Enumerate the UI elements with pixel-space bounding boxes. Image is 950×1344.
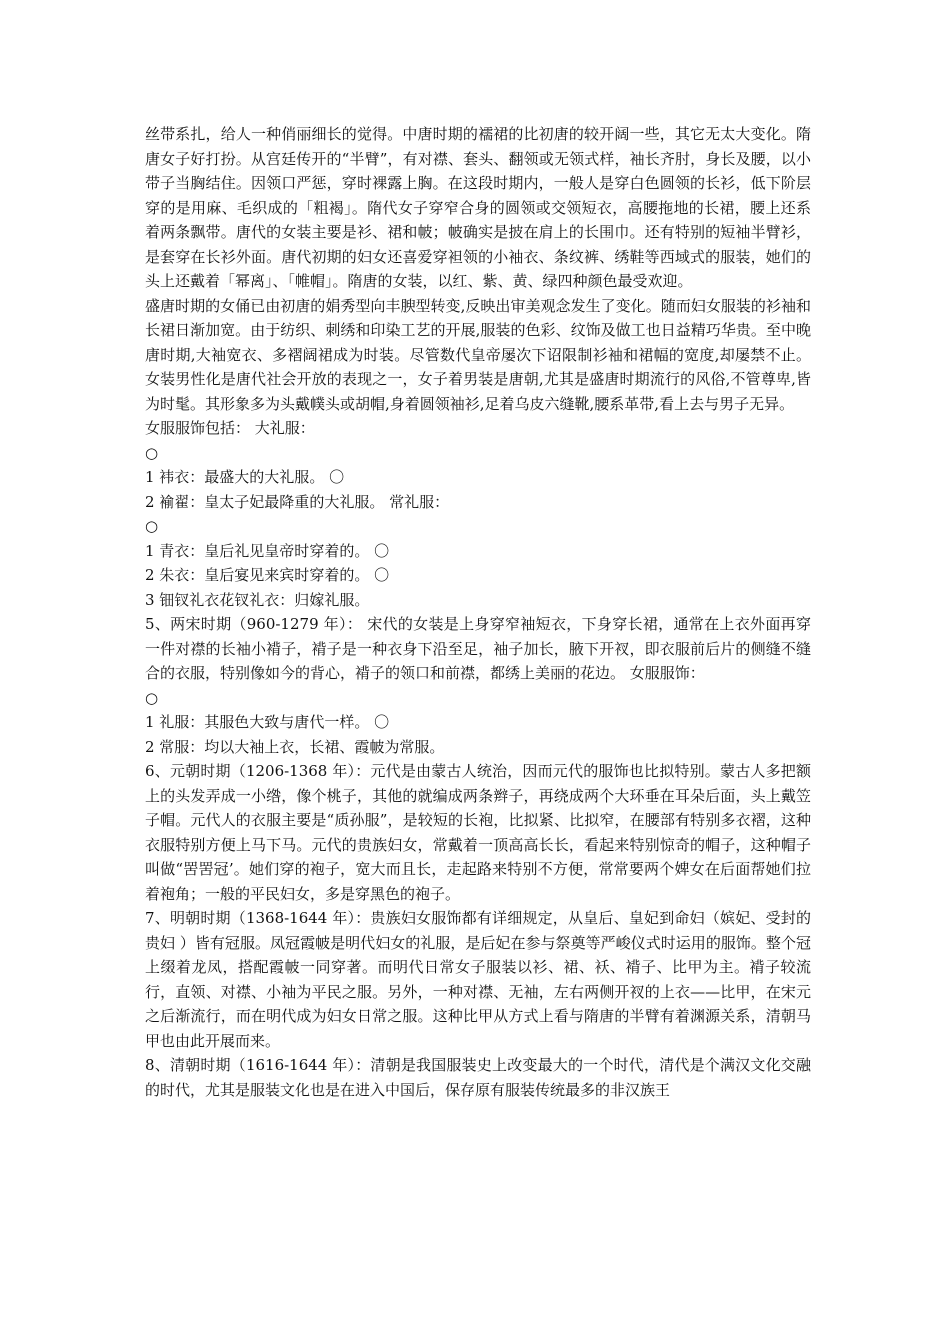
list-item: 2 常服：均以大袖上衣，长裙、霞帔为常服。 xyxy=(145,737,445,756)
circle-bullet: ○ xyxy=(145,688,159,707)
paragraph-ming-dynasty: 7、明朝时期（1368-1644 年）：贵族妇女服饰都有详细规定，从皇后、皇妃到命妇（嫔妃、受封的贵妇 ）皆有冠服。凤冠霞帔是明代妇女的礼服，是后妃在参与祭奠等严峻仪式时运用的服饰。整个冠上缀着龙凤，搭配霞帔一同穿著。而明代日常女子服装以衫、裙、袄、褙子、比甲为主。褙子较流行，直领、对襟、小袖为平民之服。另外，一种对襟、无袖，左右两侧开衩的上衣——比甲，在宋元之后渐流行，而在明代成为妇女日常之服。这种比甲从方式上看与隋唐的半臂有着渊源关系，清朝马甲也由此开展而来。 xyxy=(145,909,811,1050)
circle-bullet: ○ xyxy=(145,443,159,462)
paragraph-high-tang: 盛唐时期的女俑已由初唐的娟秀型向丰腴型转变,反映出审美观念发生了变化。随而妇女服装的衫袖和长裙日渐加宽。由于纺织、刺绣和印染工艺的开展,服装的色彩、纹饰及做工也日益精巧华贵。至中晚唐时期,大袖宽衣、多褶阔裙成为时装。尽管数代皇帝屡次下诏限制衫袖和裙幅的宽度,却屡禁不止。女装男性化是唐代社会开放的表现之一，女子着男装是唐朝,尤其是盛唐时期流行的风俗,不管尊卑,皆为时髦。其形象多为头戴幞头或胡帽,身着圆领袖衫,足着乌皮六缝靴,腰系革带,看上去与男子无异。 xyxy=(145,296,811,413)
paragraph-qing-dynasty: 8、清朝时期（1616-1644 年）：清朝是我国服装史上改变最大的一个时代，清代是个满汉文化交融的时代，尤其是服装文化也是在进入中国后，保存原有服装传统最多的非汉族王 xyxy=(145,1056,811,1099)
list-item: 2 朱衣：皇后宴见来宾时穿着的。 〇 xyxy=(145,566,390,584)
list-item: 2 褕翟：皇太子妃最降重的大礼服。 常礼服： xyxy=(145,492,450,511)
list-item: 1 礼服：其服色大致与唐代一样。 〇 xyxy=(145,713,390,731)
paragraph-sui-tang-women: 丝带系扎，给人一种俏丽细长的觉得。中唐时期的襦裙的比初唐的较开阔一些，其它无太大变化。隋唐女子好打扮。从宫廷传开的“半臂”，有对襟、套头、翻领或无领式样，袖长齐肘，身长及腰，以小带子当胸结住。因领口严惩，穿时裸露上胸。在这段时期内，一般人是穿白色圆领的长衫，低下阶层穿的是用麻、毛织成的「粗褐」。隋代女子穿窄合身的圆领或交领短衣，高腰拖地的长裙，腰上还系着两条飘带。唐代的女装主要是衫、裙和帔；帔确实是披在肩上的长围巾。还有特别的短袖半臂衫，是套穿在长衫外面。唐代初期的妇女还喜爱穿袒领的小袖衣、条纹裤、绣鞋等西域式的服装，她们的头上还戴着「幂离」、「帷帽」。隋唐的女装，以红、紫、黄、绿四种颜色最受欢迎。 xyxy=(145,125,811,290)
paragraph-song-dynasty: 5、两宋时期（960-1279 年）： 宋代的女装是上身穿窄袖短衣，下身穿长裙，通常在上衣外面再穿一件对襟的长袖小褙子，褙子是一种衣身下沿至足，袖子加长，腋下开衩，即衣服前后片的侧缝不缝合的衣服，特别像如今的背心，褙子的领口和前襟，都绣上美丽的花边。 女服服饰： xyxy=(145,615,811,682)
list-item: 1 袆衣：最盛大的大礼服。 〇 xyxy=(145,468,345,486)
document-body xyxy=(145,122,811,1102)
list-item: 1 青衣：皇后礼见皇帝时穿着的。 〇 xyxy=(145,541,390,560)
circle-bullet: ○ xyxy=(145,517,159,535)
list-heading-tang-garments: 女服服饰包括： 大礼服： xyxy=(145,419,315,437)
paragraph-yuan-dynasty: 6、元朝时期（1206-1368 年）：元代是由蒙古人统治，因而元代的服饰也比拟特别。蒙古人多把额上的头发弄成一小绺，像个桃子，其他的就编成两条辫子，再绕成两个大环垂在耳朵后面，头上戴笠子帽。元代人的衣服主要是“质孙服”，是较短的长袍，比拟紧、比拟窄，在腰部有特别多衣褶，这种衣服特别方便上马下马。元代的贵族妇女，常戴着一顶高高长长，看起来特别惊奇的帽子，这种帽子叫做“罟罟冠’。她们穿的袍子，宽大而且长，走起路来特别不方便，常常要两个婢女在后面帮她们拉着袍角；一般的平民妇女，多是穿黑色的袍子。 xyxy=(145,762,811,903)
list-item: 3 钿钗礼衣花钗礼衣：归嫁礼服。 xyxy=(145,590,370,609)
